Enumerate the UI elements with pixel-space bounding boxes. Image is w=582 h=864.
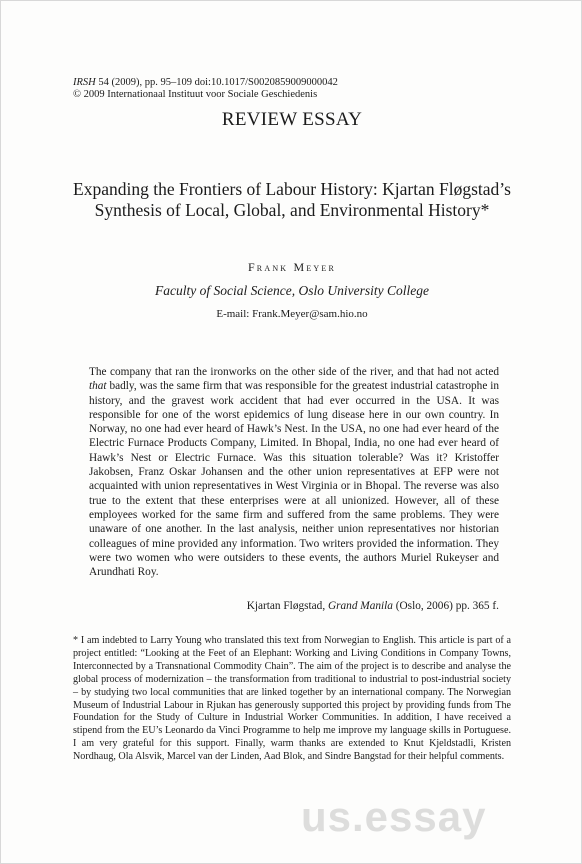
citation-author: Kjartan Fløgstad, <box>246 600 328 612</box>
epigraph-citation <box>1 600 499 612</box>
citation-details: (Oslo, 2006) pp. 365 f. <box>392 600 499 612</box>
journal-citation: 54 (2009), pp. 95–109 doi:10.1017/S0020859009000042 <box>98 77 338 88</box>
author-email: E-mail: Frank.Meyer@sam.hio.no <box>216 308 368 320</box>
author-name: Frank Meyer <box>247 260 337 274</box>
epigraph-emphasis: that <box>89 380 107 393</box>
author-affiliation: Faculty of Social Science, Oslo University College <box>154 283 430 298</box>
journal-citation-line <box>73 77 338 89</box>
article-title: Expanding the Frontiers of Labour History: Kjartan Fløgstad’s Synthesis of Local, Global, and Environmental History* <box>73 179 511 220</box>
footnote: * I am indebted to Larry Young who translated this text from Norwegian to English. This article is part of a project entitled: “Looking at the Feet of an Elephant: Working and Living Conditions in Company Towns, Interconnected by a Transnational Commodity Chain”. The aim of the project is to describe and analyse the global process of modernization – the transformation from traditional to industrial to post-industrial society – by studying two local communities that are linked together by an international company. The Norwegian Museum of Industrial Labour in Rjukan has generously supported this project by providing funds from The Foundation for the Study of Culture in Industrial Worker Communities. In addition, I have received a stipend from the EU’s Leonardo da Vinci Programme to help me improve my language skills in Portuguese. I am very grateful for this support. Finally, warm thanks are extended to Knut Kjeldstadli, Kristen Nordhaug, Ola Alsvik, Marcel van der Linden, Aad Blok, and Sindre Bangstad for their helpful comments. <box>73 635 511 763</box>
epigraph-text-rest: badly, was the same firm that was responsible for the greatest industrial catastrophe in history, and the gravest work accident that had ever occurred in the USA. It was responsible for one of the worst epidemics of lung disease here in our own country. In Norway, no one had ever heard of Hawk’s Nest. In the USA, no one had ever heard of the Electric Furnace Products Company, Limited. In Bhopal, India, no one had ever heard of Hawk’s Nest or Electric Furnace. Was this situation tolerable? Was it? Kristoffer Jakobsen, Franz Oskar Johansen and the other union representatives at EFP were not acquainted with union representatives in West Virginia or in Bhopal. The reverse was also true to the extent that these enterprises were at all unionized. However, all of these employees worked for the same firm and suffered from the same problems. They were unaware of one another. In the last analysis, neither union representatives nor historian colleagues of mine provided any information. Two writers provided the information. They were two women who were outsiders to these events, the authors Muriel Rukeyser and Arundhati Roy. <box>89 380 499 579</box>
journal-header <box>73 77 338 101</box>
citation-work: Grand Manila <box>327 600 393 612</box>
epigraph-quote <box>89 365 499 579</box>
watermark: us.essay <box>301 793 487 840</box>
epigraph-text-start: The company that ran the ironworks on the other side of the river, and that had not acted <box>89 366 499 378</box>
journal-abbreviation: IRSH <box>73 77 96 88</box>
essay-type-heading: REVIEW ESSAY <box>221 109 363 130</box>
copyright-line: © 2009 Internationaal Instituut voor Sociale Geschiedenis <box>73 89 318 100</box>
